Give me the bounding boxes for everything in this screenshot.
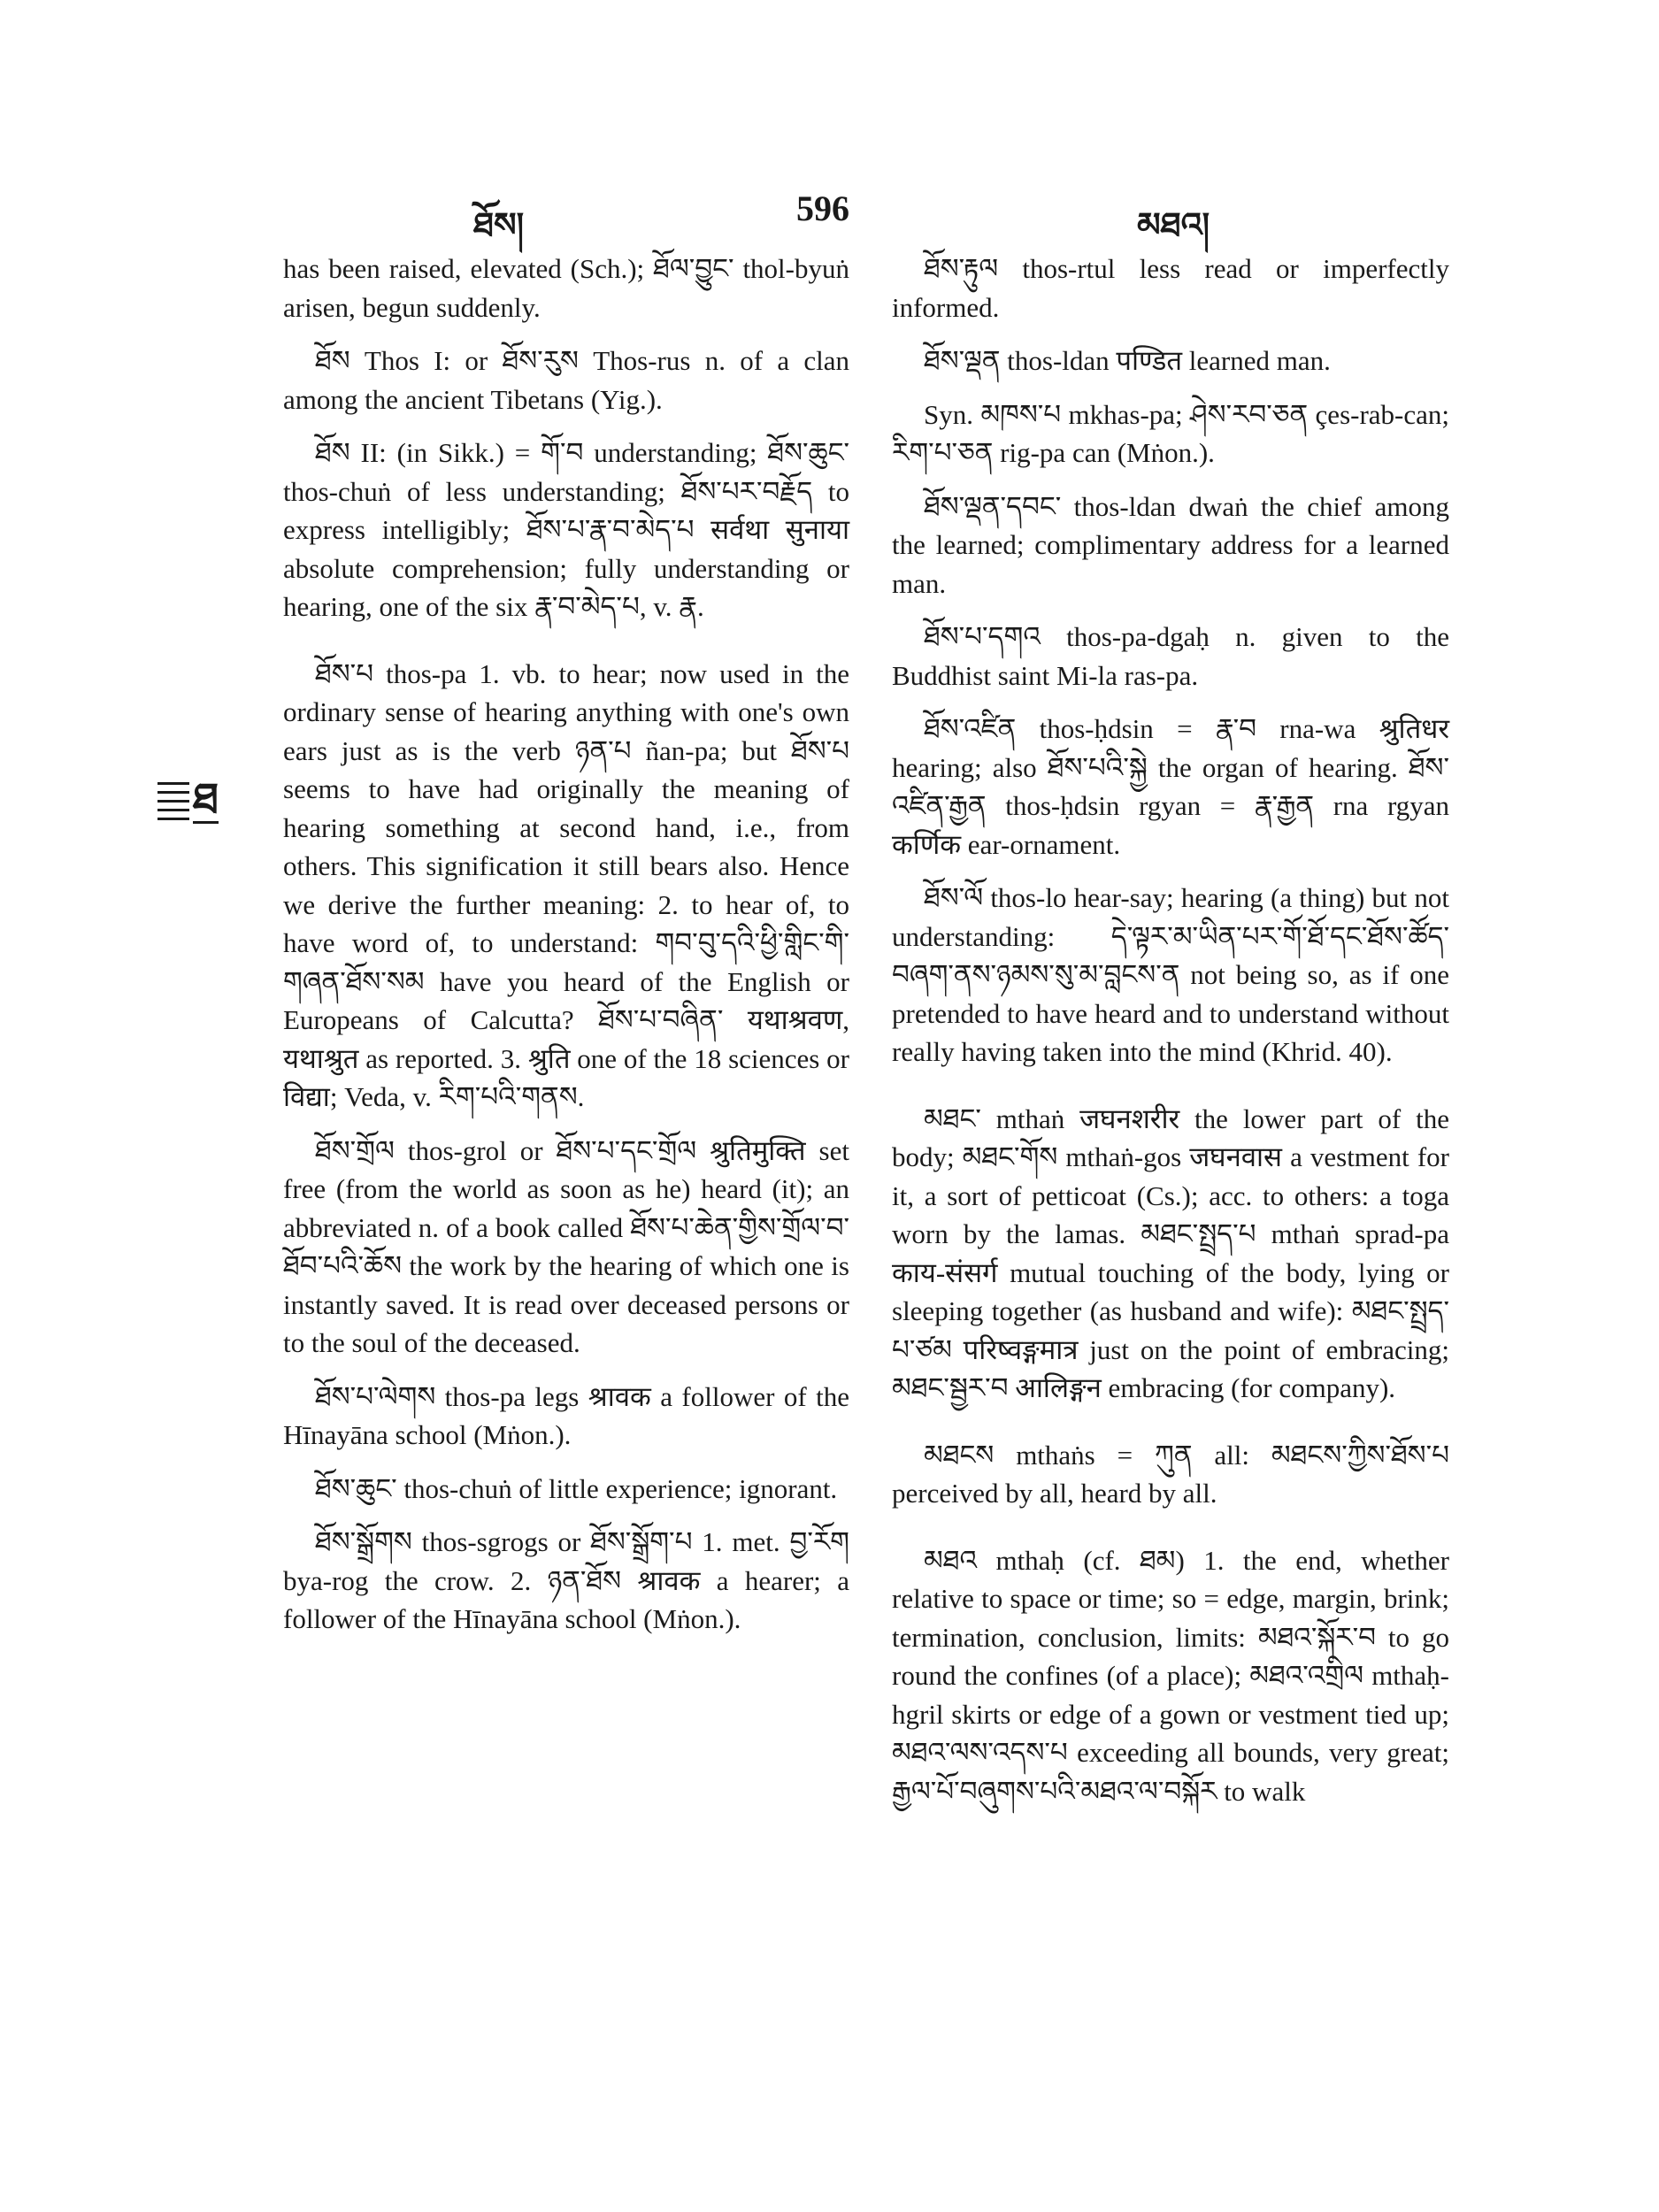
page-header xyxy=(274,188,1451,244)
entry: ཐོས་སྒྲོགས thos-sgrogs or ཐོས་སྒྲོག་པ 1. met. བྱ་རོག bya-rog the crow. 2. ཉན་ཐོས श्रावक a hearer; a follower of the Hīnayāna school (Mṅon.). xyxy=(283,1526,849,1634)
header-right-guideword: མཐའ། xyxy=(1137,204,1210,244)
entry: མཐའ mthaḥ (cf. ཐམ) 1. the end, whether relative to space or time; so = edge, margin, brink; termination, conclusion, limits: མཐའ་སྐོར་བ to go round the confines (of a place); མཐའ་འགྲིལ mthaḥ-hgril skirts or edge of a gown or vestment tied up; མཐའ་ལས་འདས་པ exceeding all bounds, very great; རྒྱལ་པོ་བཞུགས་པའི་མཐའ་ལ་བསྐོར to walk xyxy=(892,1544,1449,1807)
entry: ཐོས II: (in Sikk.) = གོ་བ understanding; ཐོས་ཆུང་ thos-chuṅ of less understanding; ཐོས་པར་བརྗོད to express intelligibly; ཐོས་པ་རྣ་བ་མེད་པ सर्वथा सुनाया absolute comprehension; fully understanding or hearing, one of the six རྣ་བ་མེད་པ, v. རྣ. xyxy=(283,437,849,622)
marker-letter: ཐ xyxy=(193,774,219,824)
entry: ཐོས་ལྡན་དབང་ thos-ldan dwaṅ the chief among the learned; complimentary address for a learned man. xyxy=(892,490,1449,599)
entry: ཐོས Thos I: or ཐོས་རུས Thos-rus n. of a clan among the ancient Tibetans (Yig.). xyxy=(283,345,849,415)
marker-line xyxy=(157,800,189,803)
entry: ཐོས་གྲོལ thos-grol or ཐོས་པ་དང་གྲོལ श्रुतिमुक्ति set free (from the world as soon as he) heard (it); an abbreviated n. of a book called ཐོས་པ་ཆེན་གྱིས་གྲོལ་བ་ཐོབ་པའི་ཆོས the work by the hearing of which one is instantly saved. It is read over deceased persons or to the soul of the deceased. xyxy=(283,1134,849,1358)
entry: ཐོས་ལྡན thos-ldan पण्डित learned man. xyxy=(924,345,1331,376)
header-left-guideword: ཐོས། xyxy=(473,204,525,244)
page-number: 596 xyxy=(796,188,849,228)
right-column xyxy=(892,250,1449,1825)
section-marker xyxy=(157,774,246,826)
entry: མཐངས mthaṅs = ཀུན all: མཐངས་ཀྱིས་ཐོས་པ perceived by all, heard by all. xyxy=(892,1439,1449,1509)
entry: ཐོས་ཆུང་ thos-chuṅ of little experience; ignorant. xyxy=(315,1472,838,1504)
entry: ཐོས་འཛིན thos-ḥdsin = རྣ་བ rna-wa श्रुतिधर hearing; also ཐོས་པའི་སྐྱེ the organ of hearing. ཐོས་འཛིན་རྒྱན thos-ḥdsin rgyan = རྣ་རྒྱན rna rgyan कर्णिक ear-ornament. xyxy=(892,713,1449,860)
marker-line xyxy=(157,809,189,811)
entry: ཐོས་པ thos-pa 1. vb. to hear; now used in the ordinary sense of hearing anything with one's own ears just as is the verb ཉན་པ ñan-pa; but ཐོས་པ seems to have had originally the meaning of hearing something at second hand, i.e., from others. This signification it still bears also. Hence we derive the further meaning: 2. to hear of, to have word of, to understand: གབ་བུ་དའི་ཕྱི་གླིང་གི་གཞན་ཐོས་སམ have you heard of the English or Europeans of Calcutta? ཐོས་པ་བཞིན་ यथाश्रवण, यथाश्रुत as reported. 3. श्रुति one of the 18 sciences or विद्या; Veda, v. རིག་པའི་གནས. xyxy=(283,657,849,1112)
marker-line xyxy=(157,782,189,785)
entry: མཐང་ mthaṅ जघनशरीर the lower part of the body; མཐང་གོས mthaṅ-gos जघनवास a vestment for it, a sort of petticoat (Cs.); acc. to others: a toga worn by the lamas. མཐང་སྤྲད་པ mthaṅ sprad-pa काय-संसर्ग mutual touching of the body, lying or sleeping together (as husband and wife): མཐང་སྤྲད་པ་ཙམ परिष्वङ्गमात्र just on the point of embracing; མཐང་སྦྱར་བ आलिङ्गन embracing (for company). xyxy=(892,1102,1449,1403)
entry: ཐོས་པ་དགའ thos-pa-dgaḥ n. given to the Buddhist saint Mi-la ras-pa. xyxy=(892,621,1449,691)
entry: Syn. མཁས་པ mkhas-pa; ཤེས་རབ་ཅན çes-rab-can; རིག་པ་ཅན rig-pa can (Mṅon.). xyxy=(892,398,1449,468)
marker-line xyxy=(157,818,189,820)
entry: has been raised, elevated (Sch.); ཐོལ་བྱུང་ thol-byuṅ arisen, begun suddenly. xyxy=(283,253,849,323)
marker-line xyxy=(157,791,189,794)
left-column xyxy=(283,250,849,1654)
entry: ཐོས་པ་ལེགས thos-pa legs श्रावक a follower of the Hīnayāna school (Mṅon.). xyxy=(283,1380,849,1450)
entry: ཐོས་རྟུལ thos-rtul less read or imperfectly informed. xyxy=(892,253,1449,323)
entry: ཐོས་ལོ thos-lo hear-say; hearing (a thing) but not understanding: དེ་ལྟར་མ་ཡིན་པར་གོ་ཐོ་དང་ཐོས་ཚོད་བཞག་ནས་ཉམས་སུ་མ་བླངས་ན not being so, as if one pretended to have heard and to understand without really having taken into the mind (Khrid. 40). xyxy=(892,882,1449,1067)
